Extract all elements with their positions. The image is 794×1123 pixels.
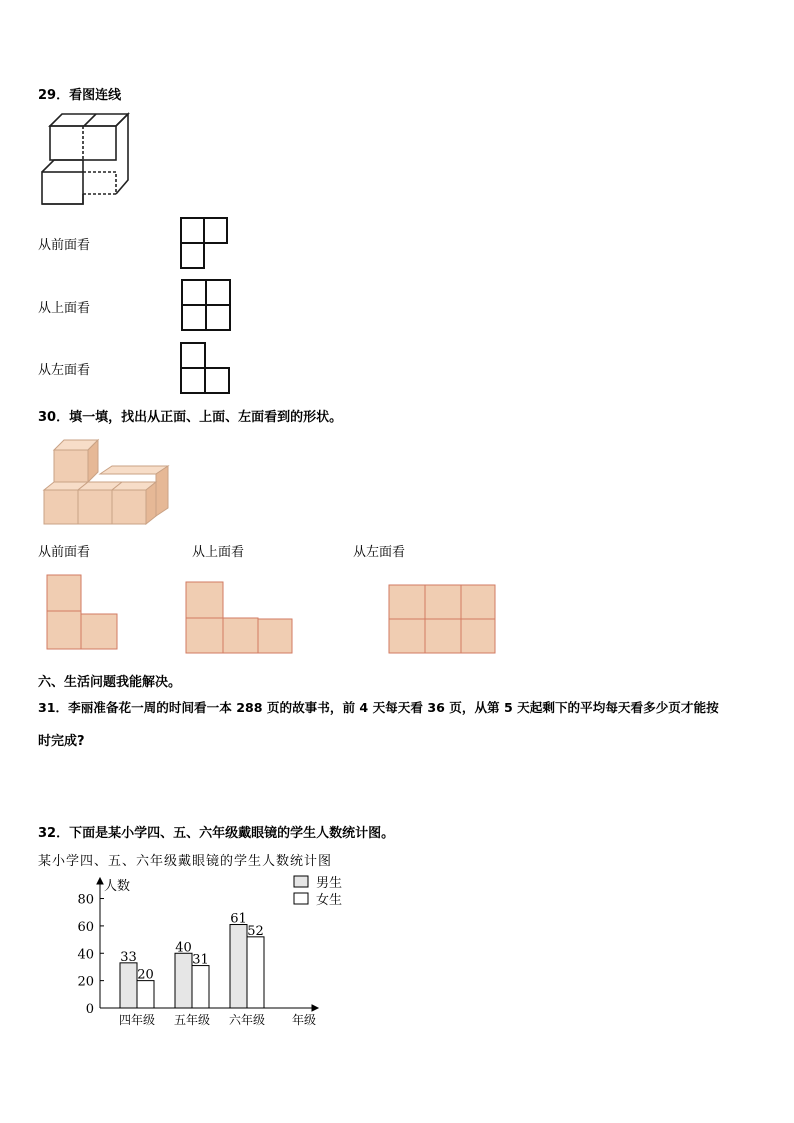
chart-title: 某小学四、五、六年级戴眼镜的学生人数统计图: [38, 854, 333, 869]
q30-view-front: [46, 574, 120, 654]
section6-title: 六、生活问题我能解决。: [38, 675, 182, 690]
q30-cube-stack: [40, 434, 172, 528]
x-tick-label: 四年级: [118, 1013, 156, 1027]
y-tick-label: 40: [77, 947, 94, 963]
data-label: 40: [175, 940, 192, 956]
q29-label-top: 从上面看: [38, 301, 91, 316]
data-label: 31: [192, 952, 209, 968]
q29-label-left: 从左面看: [38, 363, 91, 378]
q30-title: 30．填一填，找出从正面、上面、左面看到的形状。: [38, 410, 343, 425]
q29-title: 29．看图连线: [38, 88, 122, 103]
q30-label-front: 从前面看: [38, 545, 91, 560]
y-tick-label: 80: [77, 892, 94, 908]
q29-view-top[interactable]: [179, 277, 233, 333]
x-tick-label: 六年级: [228, 1013, 266, 1027]
legend-label: 女生: [316, 893, 343, 908]
x-tick-label: 五年级: [173, 1013, 211, 1027]
data-label: 52: [247, 923, 264, 939]
y-tick-label: 60: [77, 919, 94, 935]
q29-cube-figure: [38, 108, 134, 208]
bar: [137, 981, 154, 1008]
data-label: 61: [230, 911, 247, 927]
q29-view-left[interactable]: [178, 340, 232, 396]
q29-label-front: 从前面看: [38, 238, 91, 253]
bar: [192, 966, 209, 1008]
x-axis-label: 年级: [291, 1013, 317, 1027]
data-label: 33: [120, 949, 137, 965]
bar-chart: [60, 870, 360, 1030]
q31-line2: 时完成?: [38, 734, 85, 749]
x-axis-arrow: [312, 1005, 318, 1011]
q31-line1: 31．李丽准备花一周的时间看一本 288 页的故事书，前 4 天每天看 36 页，从第 5 天起剩下的平均每天看多少页才能按: [38, 700, 719, 715]
data-label: 20: [137, 967, 154, 983]
y-tick-label: 20: [77, 974, 94, 990]
y-axis-label: 人数: [104, 879, 131, 894]
y-axis-arrow: [97, 878, 103, 884]
q32-title: 32．下面是某小学四、五、六年级戴眼镜的学生人数统计图。: [38, 826, 395, 841]
q29-view-front[interactable]: [178, 215, 230, 271]
legend-label: 男生: [316, 876, 343, 891]
q30-view-left: [388, 584, 498, 656]
q30-label-top: 从上面看: [192, 545, 245, 560]
legend-swatch: [294, 876, 308, 887]
q30-view-top: [185, 581, 295, 655]
bar: [247, 937, 264, 1008]
y-tick-label: 0: [85, 1002, 94, 1017]
legend-swatch: [294, 893, 308, 904]
q30-label-left: 从左面看: [353, 545, 406, 560]
bar: [175, 953, 192, 1008]
bar: [120, 963, 137, 1008]
bar: [230, 925, 247, 1008]
